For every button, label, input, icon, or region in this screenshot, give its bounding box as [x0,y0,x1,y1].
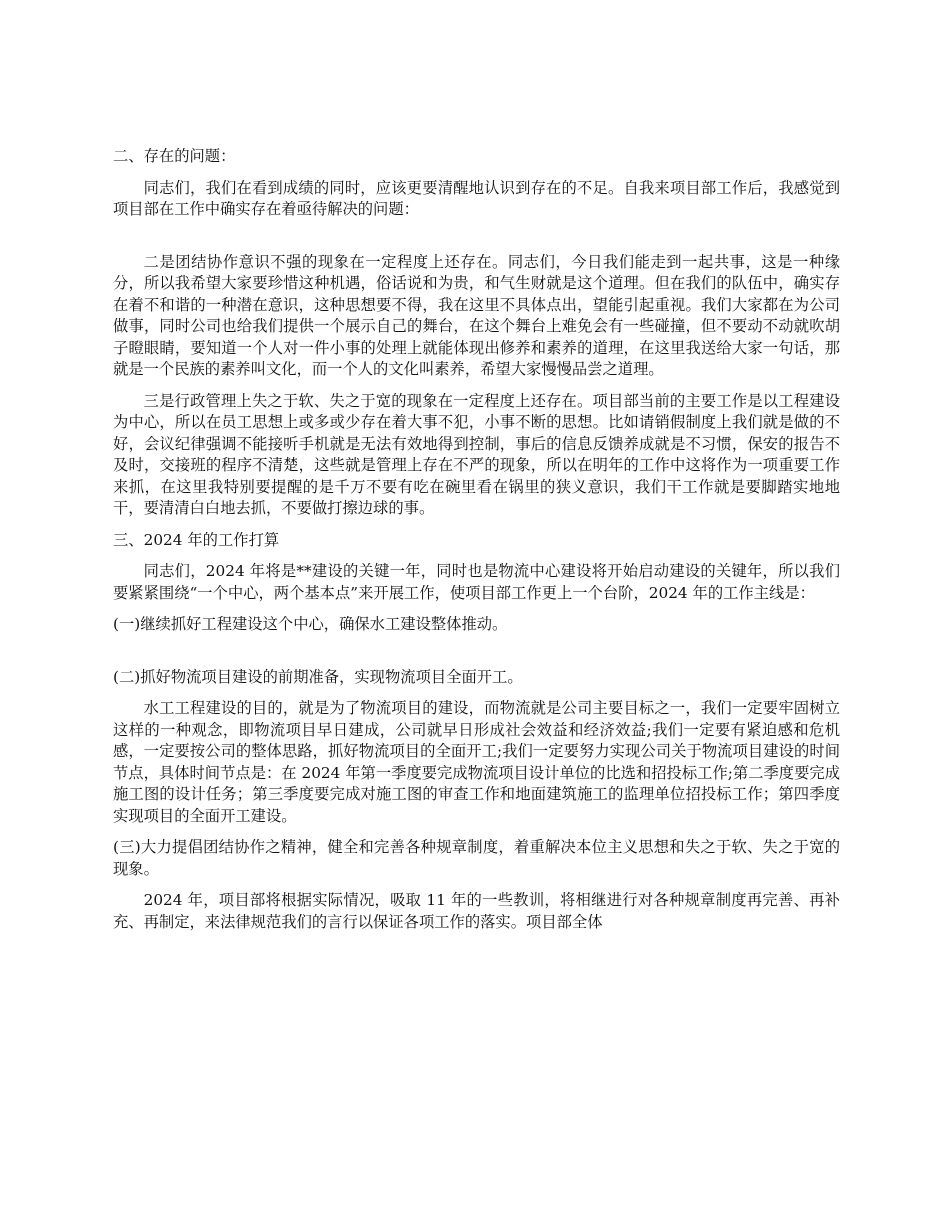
blank-gap [113,231,840,252]
document-body [113,146,840,943]
paragraph-admin-issue: 三是行政管理上失之于软、失之于宽的现象在一定程度上还存在。项目部当前的主要工作是以工程建设为中心，所以在员工思想上或多或少存在着大事不犯，小事不断的思想。比如请销假制度上我们就是做的不好，会议纪律强调不能接听手机就是无法有效地得到控制，事后的信息反馈养成就是不习惯，保安的报告不及时，交接班的程序不清楚，这些就是管理上存在不严的现象，所以在明年的工作中这将作为一项重要工作来抓，在这里我特别要提醒的是千万不要有吃在碗里看在锅里的狭义意识，我们干工作就是要脚踏实地地干，要清清白白地去抓，不要做打擦边球的事。 [113,391,840,517]
list-item-teamwork-rules: (三)大力提倡团结协作之精神，健全和完善各种规章制度，着重解决本位主义思想和失之于软、失之于宽的现象。 [113,838,840,878]
paragraph-logistics-details: 水工工程建设的目的，就是为了物流项目的建设，而物流就是公司主要目标之一，我们一定要牢固树立这样的一种观念，即物流项目早日建成，公司就早日形成社会效益和经济效益;我们一定要有紧迫感和危机感，一定要按公司的整体思路，抓好物流项目的全面开工;我们一定要努力实现公司关于物流项目建设的时间节点，具体时间节点是：在 2024 年第一季度要完成物流项目设计单位的比选和招投标工作;第二季度要完成施工图的设计任务；第三季度要完成对施工图的审查工作和地面建筑施工的监理单位招投标工作；第四季度实现项目的全面开工建设。 [113,699,840,825]
section-heading-problems: 二、存在的问题： [113,147,236,165]
paragraph-plans-intro: 同志们，2024 年将是**建设的关键一年，同时也是物流中心建设将开始启动建设的关键年，所以我们要紧紧围绕“一个中心，两个基本点”来开展工作，使项目部工作更上一个台阶，2024 年的工作主线是： [113,562,840,602]
paragraph-teamwork-issue: 二是团结协作意识不强的现象在一定程度上还存在。同志们，今日我们能走到一起共事，这是一种缘分，所以我希望大家要珍惜这种机遇，俗话说和为贵，和气生财就是这个道理。但在我们的队伍中，确实存在着不和谐的一种潜在意识，这种思想要不得，我在这里不具体点出，望能引起重视。我们大家都在为公司做事，同时公司也给我们提供一个展示自己的舞台，在这个舞台上难免会有一些碰撞，但不要动不动就吹胡子瞪眼睛，要知道一个人对一件小事的处理上就能体现出修养和素养的道理，在这里我送给大家一句话，那就是一个民族的素养叫文化，而一个人的文化叫素养，希望大家慢慢品尝之道理。 [113,252,840,378]
paragraph-problems-intro: 同志们，我们在看到成绩的同时，应该更要清醒地认识到存在的不足。自我来项目部工作后，我感觉到项目部在工作中确实存在着亟待解决的问题： [113,178,840,218]
list-item-engineering-center: (一)继续抓好工程建设这个中心，确保水工建设整体推动。 [113,615,508,633]
list-item-logistics-project: (二)抓好物流项目建设的前期准备，实现物流项目全面开工。 [113,667,523,686]
blank-gap [113,646,840,667]
section-heading-plans: 三、2024 年的工作打算 [113,530,280,549]
paragraph-rules-details: 2024 年，项目部将根据实际情况，吸取 11 年的一些教训，将相继进行对各种规章制度再完善、再补充、再制定，来法律规范我们的言行以保证各项工作的落实。项目部全体 [113,891,840,931]
